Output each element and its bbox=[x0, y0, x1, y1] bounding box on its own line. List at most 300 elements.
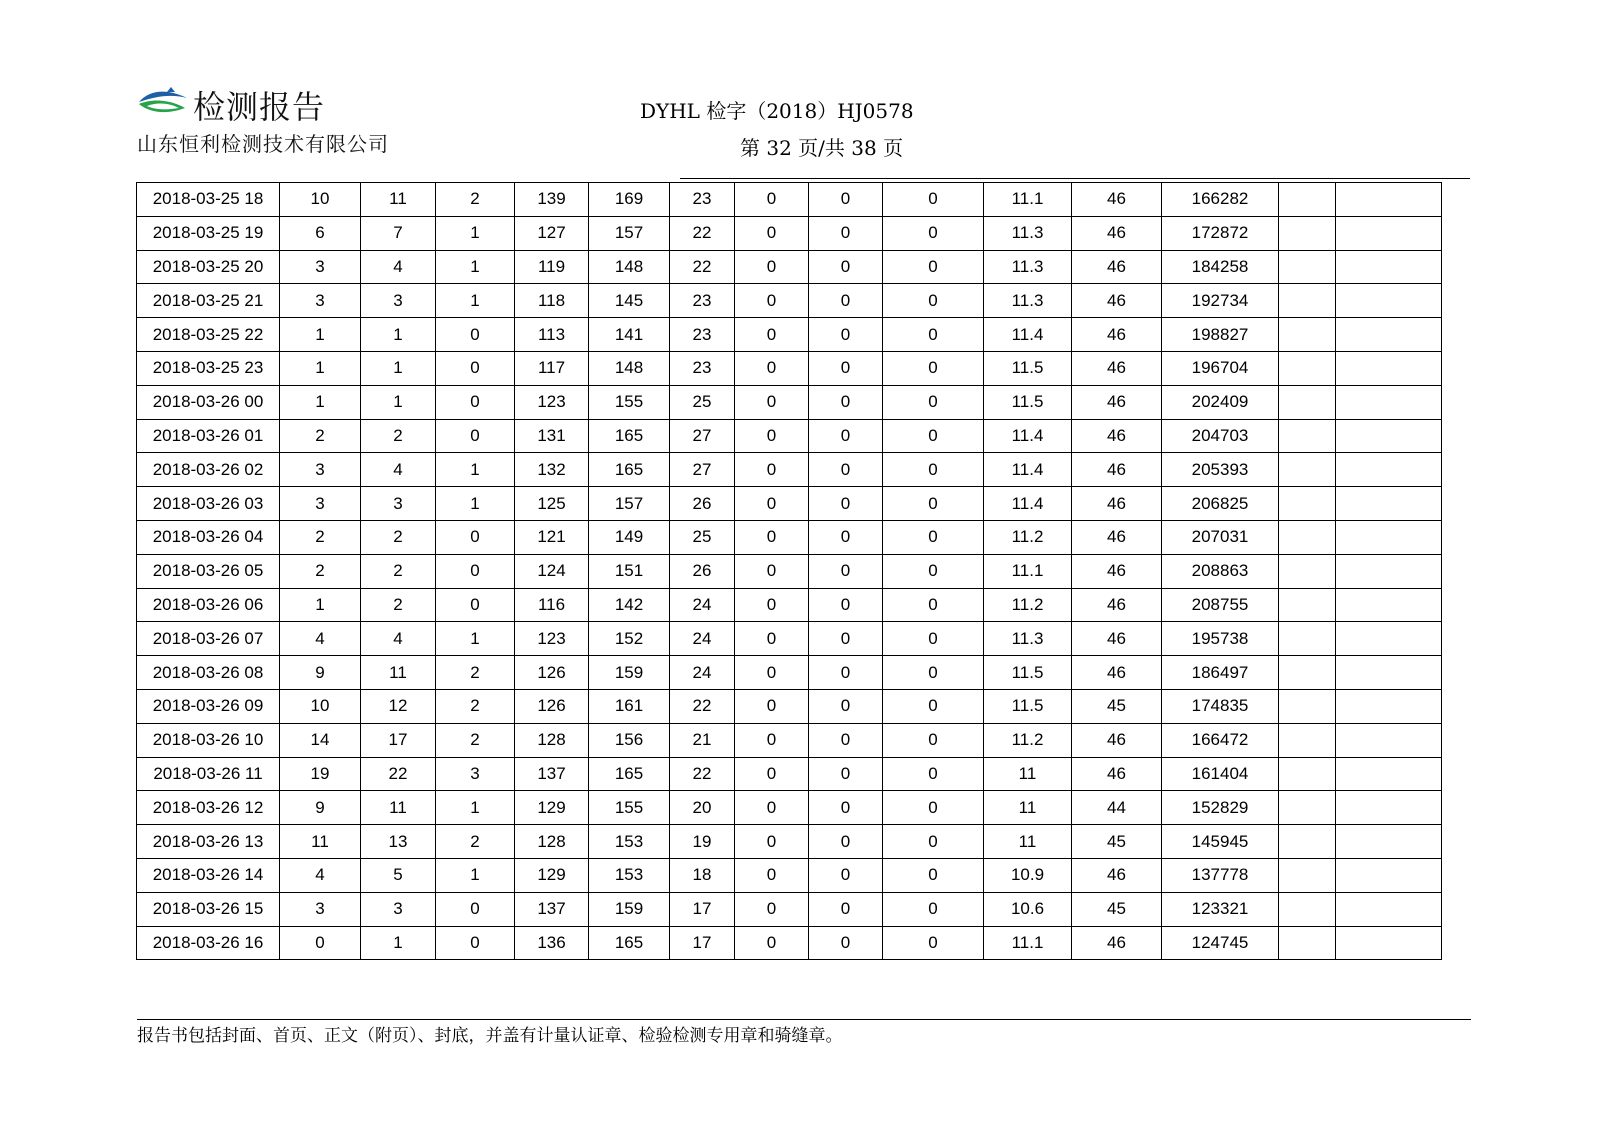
table-cell bbox=[1279, 926, 1336, 960]
table-cell: 0 bbox=[809, 250, 883, 284]
table-cell: 0 bbox=[883, 183, 984, 217]
table-cell: 0 bbox=[809, 554, 883, 588]
table-cell: 123 bbox=[515, 622, 589, 656]
table-cell: 0 bbox=[735, 926, 809, 960]
table-row bbox=[137, 689, 1442, 723]
table-cell: 136 bbox=[515, 926, 589, 960]
table-cell: 153 bbox=[589, 858, 670, 892]
table-cell: 2 bbox=[436, 689, 515, 723]
table-cell: 46 bbox=[1072, 757, 1162, 791]
table-cell: 5 bbox=[361, 858, 436, 892]
table-cell: 23 bbox=[670, 318, 735, 352]
table-row bbox=[137, 554, 1442, 588]
table-cell: 0 bbox=[809, 588, 883, 622]
table-cell: 11.3 bbox=[984, 284, 1072, 318]
datetime-cell: 2018-03-26 04 bbox=[137, 520, 280, 554]
table-cell: 4 bbox=[361, 622, 436, 656]
table-cell bbox=[1336, 791, 1442, 825]
table-cell: 0 bbox=[883, 385, 984, 419]
datetime-cell: 2018-03-25 22 bbox=[137, 318, 280, 352]
table-cell: 145 bbox=[589, 284, 670, 318]
table-row bbox=[137, 757, 1442, 791]
table-cell: 0 bbox=[883, 453, 984, 487]
table-row bbox=[137, 791, 1442, 825]
table-cell: 119 bbox=[515, 250, 589, 284]
table-cell: 0 bbox=[883, 216, 984, 250]
table-cell: 2 bbox=[361, 554, 436, 588]
table-cell bbox=[1279, 284, 1336, 318]
table-cell: 0 bbox=[809, 318, 883, 352]
table-cell: 0 bbox=[735, 183, 809, 217]
table-cell: 3 bbox=[361, 284, 436, 318]
table-cell: 129 bbox=[515, 791, 589, 825]
table-cell: 152 bbox=[589, 622, 670, 656]
datetime-cell: 2018-03-26 03 bbox=[137, 487, 280, 521]
table-cell: 202409 bbox=[1162, 385, 1279, 419]
table-cell: 184258 bbox=[1162, 250, 1279, 284]
table-cell bbox=[1279, 791, 1336, 825]
table-cell: 0 bbox=[735, 656, 809, 690]
table-cell: 26 bbox=[670, 487, 735, 521]
table-cell: 45 bbox=[1072, 892, 1162, 926]
table-cell: 9 bbox=[280, 791, 361, 825]
table-cell: 124745 bbox=[1162, 926, 1279, 960]
table-cell bbox=[1279, 656, 1336, 690]
table-cell: 22 bbox=[670, 250, 735, 284]
table-cell: 11.3 bbox=[984, 250, 1072, 284]
table-cell: 0 bbox=[809, 487, 883, 521]
table-cell: 23 bbox=[670, 183, 735, 217]
table-cell: 25 bbox=[670, 385, 735, 419]
table-cell: 0 bbox=[809, 453, 883, 487]
table-cell: 19 bbox=[670, 825, 735, 859]
table-cell: 1 bbox=[361, 385, 436, 419]
table-cell: 151 bbox=[589, 554, 670, 588]
table-cell: 169 bbox=[589, 183, 670, 217]
table-cell bbox=[1279, 622, 1336, 656]
table-cell: 46 bbox=[1072, 588, 1162, 622]
table-cell: 152829 bbox=[1162, 791, 1279, 825]
table-cell: 11.2 bbox=[984, 520, 1072, 554]
table-cell: 2 bbox=[436, 723, 515, 757]
table-cell: 1 bbox=[436, 791, 515, 825]
table-cell: 0 bbox=[436, 318, 515, 352]
table-cell bbox=[1336, 250, 1442, 284]
table-cell: 17 bbox=[361, 723, 436, 757]
table-cell bbox=[1336, 183, 1442, 217]
table-cell: 26 bbox=[670, 554, 735, 588]
table-row bbox=[137, 892, 1442, 926]
table-cell bbox=[1279, 318, 1336, 352]
table-cell: 46 bbox=[1072, 656, 1162, 690]
table-cell: 46 bbox=[1072, 183, 1162, 217]
table-cell: 0 bbox=[735, 487, 809, 521]
table-cell: 44 bbox=[1072, 791, 1162, 825]
table-cell bbox=[1336, 757, 1442, 791]
table-cell: 0 bbox=[883, 318, 984, 352]
table-cell: 0 bbox=[809, 656, 883, 690]
table-cell bbox=[1279, 689, 1336, 723]
table-cell: 12 bbox=[361, 689, 436, 723]
table-cell: 6 bbox=[280, 216, 361, 250]
table-cell: 127 bbox=[515, 216, 589, 250]
table-cell: 125 bbox=[515, 487, 589, 521]
table-cell: 131 bbox=[515, 419, 589, 453]
table-cell: 27 bbox=[670, 453, 735, 487]
table-row bbox=[137, 419, 1442, 453]
table-cell: 159 bbox=[589, 892, 670, 926]
table-cell: 116 bbox=[515, 588, 589, 622]
table-cell: 157 bbox=[589, 216, 670, 250]
table-cell: 0 bbox=[883, 926, 984, 960]
table-cell: 1 bbox=[436, 250, 515, 284]
table-cell: 45 bbox=[1072, 825, 1162, 859]
datetime-cell: 2018-03-25 21 bbox=[137, 284, 280, 318]
table-cell: 46 bbox=[1072, 216, 1162, 250]
table-cell: 0 bbox=[809, 791, 883, 825]
table-cell: 0 bbox=[809, 520, 883, 554]
table-cell: 11.5 bbox=[984, 689, 1072, 723]
table-cell: 0 bbox=[883, 487, 984, 521]
page-info: 第 32 页/共 38 页 bbox=[740, 136, 904, 160]
table-row bbox=[137, 622, 1442, 656]
table-cell: 0 bbox=[809, 723, 883, 757]
table-cell: 0 bbox=[809, 351, 883, 385]
table-cell: 0 bbox=[809, 825, 883, 859]
table-cell: 1 bbox=[280, 318, 361, 352]
table-cell: 157 bbox=[589, 487, 670, 521]
table-cell: 11.4 bbox=[984, 487, 1072, 521]
table-cell: 0 bbox=[883, 622, 984, 656]
table-cell: 0 bbox=[883, 419, 984, 453]
table-cell bbox=[1336, 656, 1442, 690]
table-cell: 0 bbox=[809, 892, 883, 926]
table-cell: 0 bbox=[436, 520, 515, 554]
table-cell: 165 bbox=[589, 926, 670, 960]
table-cell: 25 bbox=[670, 520, 735, 554]
table-row bbox=[137, 926, 1442, 960]
table-cell bbox=[1336, 453, 1442, 487]
table-cell: 17 bbox=[670, 926, 735, 960]
table-cell: 0 bbox=[735, 825, 809, 859]
table-cell: 126 bbox=[515, 656, 589, 690]
lab-logo-icon bbox=[137, 84, 189, 116]
table-cell: 3 bbox=[280, 250, 361, 284]
table-cell: 159 bbox=[589, 656, 670, 690]
table-cell: 21 bbox=[670, 723, 735, 757]
table-cell: 4 bbox=[361, 453, 436, 487]
table-cell: 0 bbox=[735, 554, 809, 588]
table-cell: 0 bbox=[735, 689, 809, 723]
footer-divider bbox=[137, 1019, 1471, 1020]
table-row bbox=[137, 656, 1442, 690]
table-cell: 11.2 bbox=[984, 723, 1072, 757]
table-cell bbox=[1279, 858, 1336, 892]
table-cell: 22 bbox=[670, 757, 735, 791]
datetime-cell: 2018-03-26 14 bbox=[137, 858, 280, 892]
table-cell: 0 bbox=[883, 858, 984, 892]
table-cell: 46 bbox=[1072, 453, 1162, 487]
table-cell bbox=[1336, 351, 1442, 385]
table-cell: 0 bbox=[735, 385, 809, 419]
table-cell bbox=[1336, 419, 1442, 453]
table-cell bbox=[1336, 622, 1442, 656]
table-cell: 0 bbox=[883, 825, 984, 859]
table-cell bbox=[1336, 318, 1442, 352]
table-cell: 11.2 bbox=[984, 588, 1072, 622]
table-cell bbox=[1336, 723, 1442, 757]
table-cell: 0 bbox=[735, 757, 809, 791]
table-cell: 4 bbox=[361, 250, 436, 284]
table-cell: 198827 bbox=[1162, 318, 1279, 352]
table-cell: 137 bbox=[515, 757, 589, 791]
table-cell: 155 bbox=[589, 791, 670, 825]
table-cell: 2 bbox=[361, 419, 436, 453]
datetime-cell: 2018-03-26 13 bbox=[137, 825, 280, 859]
table-cell: 0 bbox=[883, 892, 984, 926]
table-cell bbox=[1336, 892, 1442, 926]
table-cell: 11 bbox=[361, 183, 436, 217]
table-cell: 186497 bbox=[1162, 656, 1279, 690]
table-row bbox=[137, 385, 1442, 419]
table-cell: 46 bbox=[1072, 520, 1162, 554]
table-cell: 11.5 bbox=[984, 656, 1072, 690]
table-cell: 113 bbox=[515, 318, 589, 352]
table-cell: 0 bbox=[735, 284, 809, 318]
table-cell: 148 bbox=[589, 351, 670, 385]
table-cell: 2 bbox=[280, 419, 361, 453]
table-cell bbox=[1279, 419, 1336, 453]
table-cell: 1 bbox=[436, 622, 515, 656]
table-cell: 0 bbox=[883, 588, 984, 622]
table-cell: 9 bbox=[280, 656, 361, 690]
table-cell: 46 bbox=[1072, 622, 1162, 656]
table-cell: 1 bbox=[280, 385, 361, 419]
table-cell: 0 bbox=[809, 385, 883, 419]
table-cell: 161 bbox=[589, 689, 670, 723]
table-cell: 0 bbox=[735, 351, 809, 385]
table-cell bbox=[1279, 216, 1336, 250]
table-cell: 0 bbox=[735, 250, 809, 284]
table-cell: 11.1 bbox=[984, 926, 1072, 960]
table-cell bbox=[1336, 284, 1442, 318]
table-cell: 0 bbox=[436, 554, 515, 588]
table-cell bbox=[1279, 757, 1336, 791]
table-cell: 0 bbox=[809, 926, 883, 960]
brand-title: 检测报告 bbox=[193, 88, 326, 126]
table-cell: 2 bbox=[436, 656, 515, 690]
table-cell: 166472 bbox=[1162, 723, 1279, 757]
table-row bbox=[137, 216, 1442, 250]
table-row bbox=[137, 183, 1442, 217]
table-cell: 0 bbox=[436, 385, 515, 419]
table-cell: 10 bbox=[280, 689, 361, 723]
table-cell: 46 bbox=[1072, 723, 1162, 757]
table-cell: 17 bbox=[670, 892, 735, 926]
table-cell: 3 bbox=[361, 487, 436, 521]
footer-note: 报告书包括封面、首页、正文（附页）、封底，并盖有计量认证章、检验检测专用章和骑缝章。 bbox=[137, 1026, 843, 1046]
table-cell: 11.3 bbox=[984, 216, 1072, 250]
table-cell: 1 bbox=[436, 858, 515, 892]
table-cell bbox=[1279, 892, 1336, 926]
table-cell: 3 bbox=[436, 757, 515, 791]
table-cell: 20 bbox=[670, 791, 735, 825]
table-cell: 165 bbox=[589, 419, 670, 453]
table-cell: 46 bbox=[1072, 250, 1162, 284]
table-cell: 129 bbox=[515, 858, 589, 892]
table-cell: 11.3 bbox=[984, 622, 1072, 656]
table-cell: 22 bbox=[670, 216, 735, 250]
table-cell bbox=[1279, 554, 1336, 588]
table-cell bbox=[1336, 689, 1442, 723]
datetime-cell: 2018-03-26 06 bbox=[137, 588, 280, 622]
table-cell: 204703 bbox=[1162, 419, 1279, 453]
table-cell: 11.4 bbox=[984, 453, 1072, 487]
table-row bbox=[137, 825, 1442, 859]
table-cell: 192734 bbox=[1162, 284, 1279, 318]
table-cell bbox=[1336, 858, 1442, 892]
table-cell: 46 bbox=[1072, 351, 1162, 385]
datetime-cell: 2018-03-26 00 bbox=[137, 385, 280, 419]
table-cell: 10 bbox=[280, 183, 361, 217]
table-cell: 0 bbox=[883, 520, 984, 554]
table-cell bbox=[1279, 825, 1336, 859]
table-cell: 3 bbox=[280, 892, 361, 926]
table-cell: 208755 bbox=[1162, 588, 1279, 622]
table-cell: 1 bbox=[361, 318, 436, 352]
table-cell: 11.5 bbox=[984, 351, 1072, 385]
table-cell: 124 bbox=[515, 554, 589, 588]
table-cell: 205393 bbox=[1162, 453, 1279, 487]
table-row bbox=[137, 858, 1442, 892]
table-cell: 174835 bbox=[1162, 689, 1279, 723]
table-cell: 0 bbox=[883, 689, 984, 723]
table-cell bbox=[1279, 385, 1336, 419]
table-cell: 0 bbox=[735, 318, 809, 352]
table-cell: 0 bbox=[883, 757, 984, 791]
table-cell: 22 bbox=[361, 757, 436, 791]
datetime-cell: 2018-03-26 01 bbox=[137, 419, 280, 453]
datetime-cell: 2018-03-26 10 bbox=[137, 723, 280, 757]
datetime-cell: 2018-03-26 09 bbox=[137, 689, 280, 723]
table-cell: 46 bbox=[1072, 858, 1162, 892]
table-cell: 46 bbox=[1072, 487, 1162, 521]
table-cell: 196704 bbox=[1162, 351, 1279, 385]
table-cell: 11.1 bbox=[984, 554, 1072, 588]
table-cell: 0 bbox=[436, 419, 515, 453]
table-cell: 11.5 bbox=[984, 385, 1072, 419]
table-cell: 0 bbox=[809, 284, 883, 318]
table-cell: 0 bbox=[735, 453, 809, 487]
table-cell: 0 bbox=[883, 351, 984, 385]
table-cell: 142 bbox=[589, 588, 670, 622]
table-row bbox=[137, 588, 1442, 622]
datetime-cell: 2018-03-26 05 bbox=[137, 554, 280, 588]
table-cell: 11 bbox=[361, 656, 436, 690]
table-cell: 126 bbox=[515, 689, 589, 723]
table-cell: 123321 bbox=[1162, 892, 1279, 926]
table-cell: 1 bbox=[361, 926, 436, 960]
table-cell: 11 bbox=[361, 791, 436, 825]
table-cell bbox=[1336, 487, 1442, 521]
table-cell: 0 bbox=[436, 892, 515, 926]
table-cell: 24 bbox=[670, 656, 735, 690]
table-row bbox=[137, 284, 1442, 318]
table-cell: 139 bbox=[515, 183, 589, 217]
datetime-cell: 2018-03-25 19 bbox=[137, 216, 280, 250]
table-cell: 0 bbox=[883, 656, 984, 690]
table-cell: 11.1 bbox=[984, 183, 1072, 217]
table-cell: 14 bbox=[280, 723, 361, 757]
table-cell bbox=[1336, 520, 1442, 554]
table-cell: 22 bbox=[670, 689, 735, 723]
datetime-cell: 2018-03-26 02 bbox=[137, 453, 280, 487]
table-cell: 45 bbox=[1072, 689, 1162, 723]
table-cell: 0 bbox=[883, 284, 984, 318]
table-cell bbox=[1279, 723, 1336, 757]
table-cell: 3 bbox=[361, 892, 436, 926]
table-cell: 165 bbox=[589, 453, 670, 487]
table-cell bbox=[1336, 588, 1442, 622]
table-cell: 0 bbox=[809, 216, 883, 250]
table-cell: 0 bbox=[280, 926, 361, 960]
table-cell: 11 bbox=[984, 791, 1072, 825]
datetime-cell: 2018-03-26 12 bbox=[137, 791, 280, 825]
table-cell: 46 bbox=[1072, 926, 1162, 960]
table-cell: 166282 bbox=[1162, 183, 1279, 217]
table-cell: 165 bbox=[589, 757, 670, 791]
table-cell: 46 bbox=[1072, 385, 1162, 419]
table-cell: 1 bbox=[436, 284, 515, 318]
table-cell: 46 bbox=[1072, 419, 1162, 453]
table-cell: 46 bbox=[1072, 318, 1162, 352]
table-cell: 0 bbox=[809, 757, 883, 791]
table-cell: 137778 bbox=[1162, 858, 1279, 892]
table-cell: 145945 bbox=[1162, 825, 1279, 859]
table-cell: 10.6 bbox=[984, 892, 1072, 926]
table-cell: 13 bbox=[361, 825, 436, 859]
table-cell bbox=[1279, 351, 1336, 385]
table-cell bbox=[1336, 926, 1442, 960]
table-cell: 1 bbox=[361, 351, 436, 385]
table-cell: 24 bbox=[670, 622, 735, 656]
table-row bbox=[137, 520, 1442, 554]
table-cell: 118 bbox=[515, 284, 589, 318]
table-cell bbox=[1279, 588, 1336, 622]
table-row bbox=[137, 318, 1442, 352]
table-cell: 3 bbox=[280, 284, 361, 318]
table-cell: 46 bbox=[1072, 554, 1162, 588]
table-cell bbox=[1336, 554, 1442, 588]
table-cell: 208863 bbox=[1162, 554, 1279, 588]
table-cell: 3 bbox=[280, 453, 361, 487]
table-cell bbox=[1336, 216, 1442, 250]
table-cell: 0 bbox=[809, 622, 883, 656]
table-cell: 1 bbox=[436, 453, 515, 487]
table-cell: 1 bbox=[280, 588, 361, 622]
table-cell: 46 bbox=[1072, 284, 1162, 318]
table-cell: 7 bbox=[361, 216, 436, 250]
table-row bbox=[137, 487, 1442, 521]
table-cell: 128 bbox=[515, 825, 589, 859]
table-cell: 0 bbox=[436, 588, 515, 622]
table-cell: 161404 bbox=[1162, 757, 1279, 791]
table-cell: 0 bbox=[883, 554, 984, 588]
table-cell: 0 bbox=[809, 419, 883, 453]
table-cell: 23 bbox=[670, 284, 735, 318]
table-cell: 0 bbox=[735, 892, 809, 926]
datetime-cell: 2018-03-26 15 bbox=[137, 892, 280, 926]
